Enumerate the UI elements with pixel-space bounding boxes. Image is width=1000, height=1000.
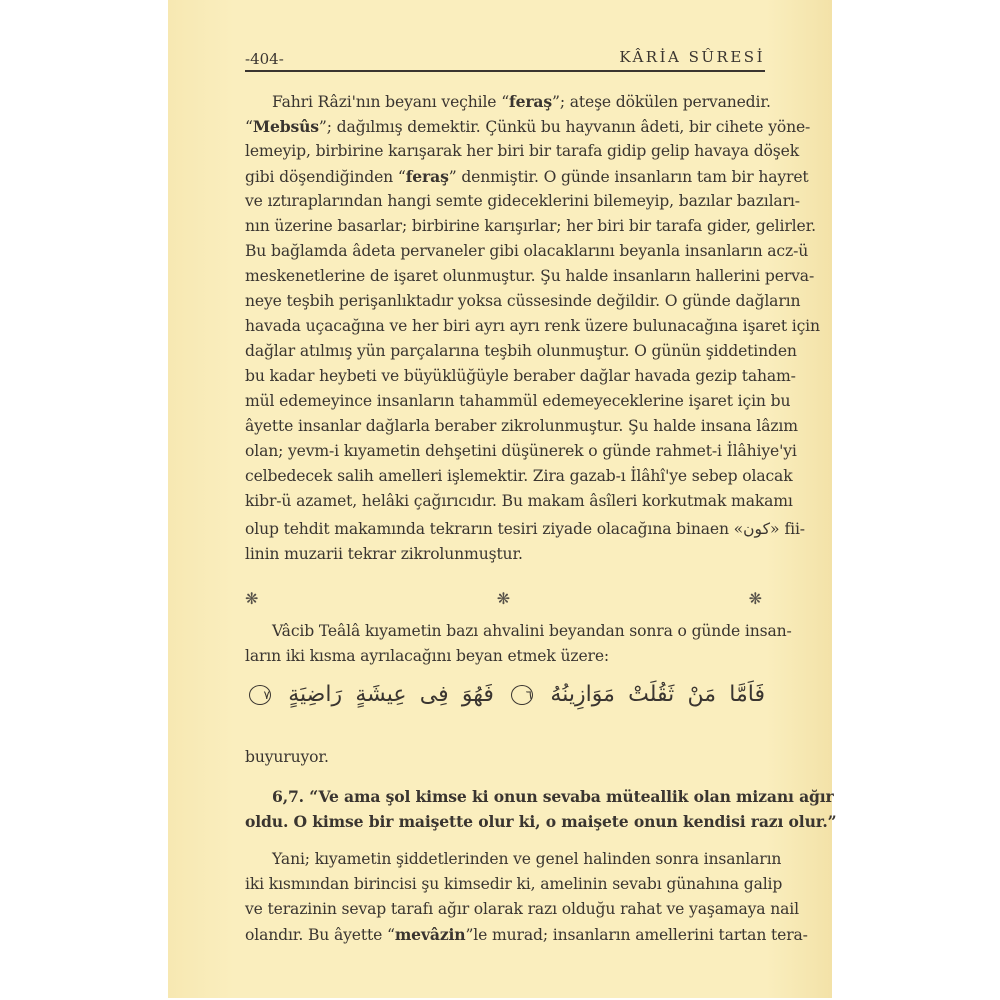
verse-number-6-icon: ٦ [511, 685, 533, 705]
text-line: havada uçacağına ve her biri ayrı ayrı renk üzere bulunacağına işaret için [245, 317, 820, 335]
verse-text-7: فَهُوَ فِى عِيشَةٍ رَاضِيَةٍ [288, 682, 494, 707]
text-line: âyette insanlar dağlarla beraber zikrolunmuştur. Şu halde insana lâzım [245, 417, 798, 435]
paragraph-3 [245, 847, 808, 947]
text-line: Bu bağlamda âdeta pervaneler gibi olacaklarını beyanla insanların acz-ü [245, 242, 809, 260]
text-line: dağlar atılmış yün parçalarına teşbih olunmuştur. O günün şiddetinden [245, 342, 797, 360]
text-line: lemeyip, birbirine karışarak her biri bir tarafa gidip gelip havaya döşek [245, 142, 800, 160]
text-line: bu kadar heybeti ve büyüklüğüyle beraber dağlar havada gezip taham- [245, 367, 796, 385]
verse-number-7-icon: ٧ [249, 685, 271, 705]
book-page [168, 0, 837, 998]
text-line: Yani; kıyametin şiddetlerinden ve genel halinden sonra insanların [272, 850, 782, 868]
page-number: -404- [245, 50, 284, 68]
text-line: 6,7. “Ve ama şol kimse ki onun sevaba müteallik olan mizanı ağır [272, 787, 834, 806]
text-line: olandır. Bu âyette “mevâzin”le murad; insanların amellerini tartan tera- [245, 925, 808, 944]
text-line: olan; yevm-i kıyametin dehşetini düşünerek o günde rahmet-i İlâhiye'yi [245, 442, 797, 460]
text-line: kibr-ü azamet, helâki çağırıcıdır. Bu makam âsîleri korkutmak makamı [245, 492, 793, 510]
text-line: buyuruyor. [245, 748, 329, 766]
verse-text-6: فَاَمَّا مَنْ ثَقُلَتْ مَوَازِينُهُ [550, 682, 765, 707]
running-title: KÂRİA SÛRESİ [619, 48, 765, 66]
text-line: iki kısmından birincisi şu kimsedir ki, amelinin sevabı günahına galip [245, 875, 783, 893]
text-line: ların iki kısma ayrılacağını beyan etmek üzere: [245, 647, 610, 665]
text-line: “Mebsûs”; dağılmış demektir. Çünkü bu hayvanın âdeti, bir cihete yöne- [245, 117, 811, 136]
section-ornament: ❋ ❋ ❋ [245, 589, 765, 608]
text-line: Fahri Râzi'nın beyanı veçhile “feraş”; ateşe dökülen pervanedir. [272, 92, 771, 111]
text-line: mül edemeyince insanların tahammül edemeyeceklerine işaret için bu [245, 392, 791, 410]
after-verse [245, 745, 765, 770]
text-line: celbedecek salih amelleri işlemektir. Zira gazab-ı İlâhî'ye sebep olacak [245, 467, 793, 485]
text-line: oldu. O kimse bir maişette olur ki, o maişete onun kendisi razı olur.” [245, 812, 837, 831]
text-line: neye teşbih perişanlıktadır yoksa cüssesinde değildir. O günde dağların [245, 292, 801, 310]
header-rule [245, 70, 765, 72]
text-line: linin muzarii tekrar zikrolunmuştur. [245, 545, 523, 563]
text-line: gibi döşendiğinden “feraş” denmiştir. O günde insanların tam bir hayret [245, 167, 809, 186]
page-header [245, 46, 765, 72]
paragraph-1 [245, 89, 820, 567]
text-line: meskenetlerine de işaret olunmuştur. Şu halde insanların hallerini perva- [245, 267, 815, 285]
text-line: Vâcib Teâlâ kıyametin bazı ahvalini beyandan sonra o günde insan- [272, 622, 792, 640]
text-line: nın üzerine basarlar; birbirine karışırlar; her biri bir tarafa gider, gelirler. [245, 217, 816, 235]
verse-translation [245, 784, 837, 834]
text-line: olup tehdit makamında tekrarın tesiri ziyade olacağına binaen «كون» fii- [245, 520, 805, 538]
paragraph-2 [245, 619, 792, 669]
text-line: ve terazinin sevap tarafı ağır olarak razı olduğu rahat ve yaşamaya nail [245, 900, 799, 918]
arabic-verse [245, 682, 765, 707]
text-line: ve ıztıraplarından hangi semte gideceklerini bilemeyip, bazılar bazıları- [245, 192, 800, 210]
